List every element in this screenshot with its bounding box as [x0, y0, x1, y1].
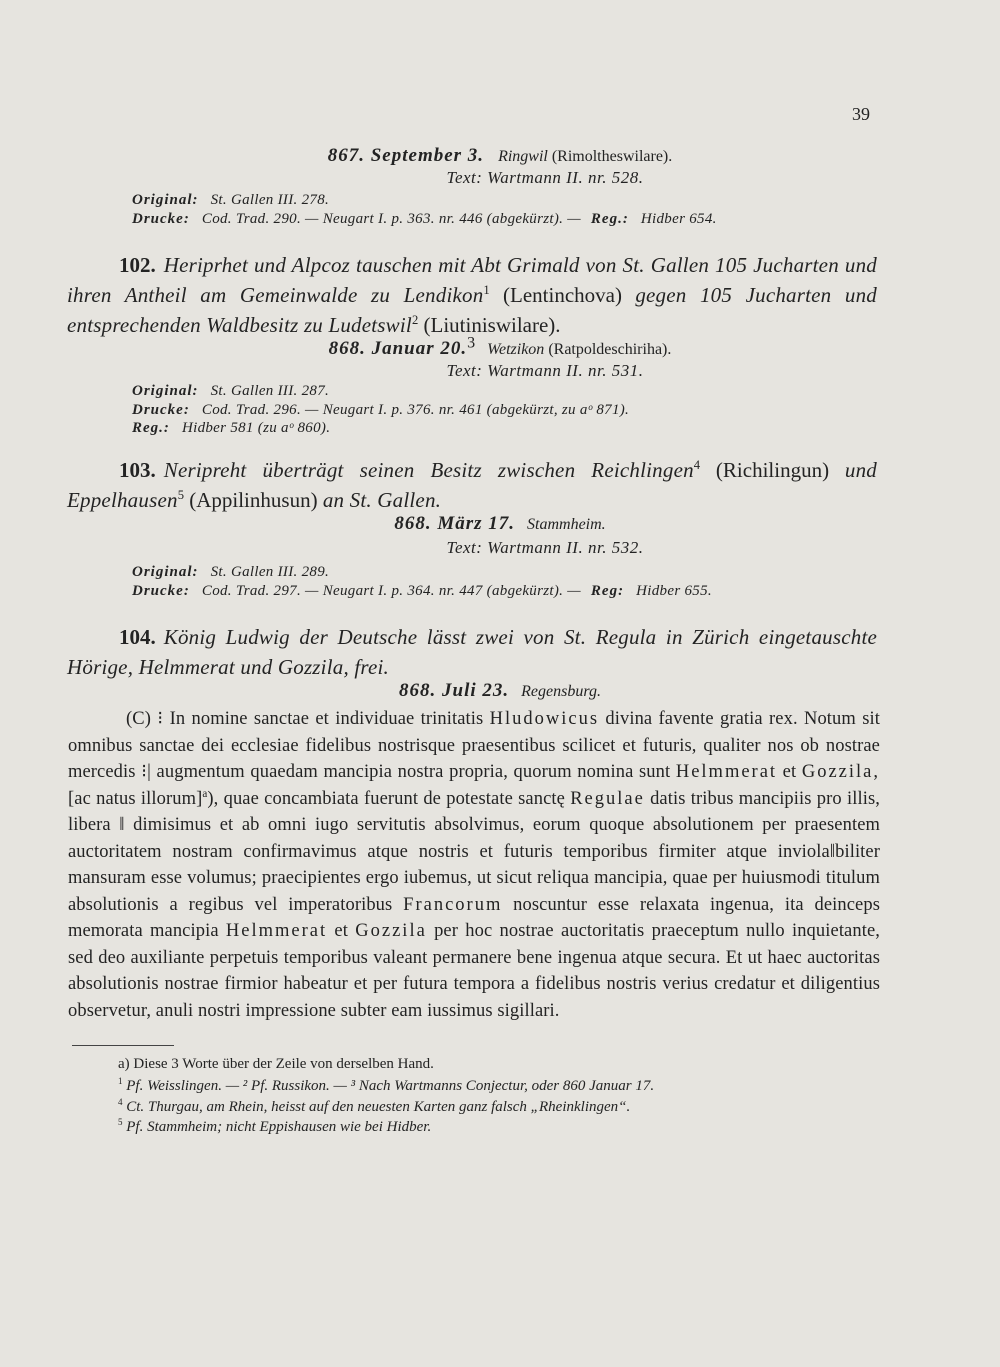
footnote-rule [72, 1045, 174, 1046]
drucke-ref: Cod. Trad. 297. — Neugart I. p. 364. nr. 447 (abgekürzt). — [201, 583, 581, 599]
reg-ref: Hidber 655. [636, 583, 712, 599]
entry-867-text-line [0, 168, 1000, 188]
doc-102-heading-a: Heriprhet und Alpcoz tauschen mit Abt Grimald von St. Gallen 105 Jucharten und ihren Antheil am Gemeinwalde zu Lendikon [67, 253, 877, 307]
body-name: Gozzila [355, 921, 427, 941]
doc-103-place: Stammheim. [527, 516, 606, 533]
reg-ref: Hidber 581 (zu aᵒ 860). [181, 420, 331, 436]
original-label: Original: [132, 383, 199, 399]
doc-103-heading-b: (Richilingun) [715, 458, 830, 482]
body-text: ), quae concambiata fuerunt de potestate sanctę [207, 788, 565, 809]
doc-103-heading [67, 455, 877, 515]
doc-102-text-line [0, 361, 1000, 381]
text-label: Text: [446, 361, 483, 380]
doc-104-dateline [0, 680, 1000, 702]
footnote-text: Pf. Stammheim; nicht Eppishausen wie bei Hidber. [126, 1119, 432, 1135]
doc-102-drucke [132, 402, 629, 419]
doc-104-body [68, 706, 880, 1024]
footnote-ref: 1 [483, 283, 490, 297]
footnote-ref: 3 [467, 334, 476, 352]
body-text: et [782, 762, 797, 782]
entry-867-place: Ringwil [498, 148, 548, 165]
body-name: Helmmerat [675, 762, 778, 782]
drucke-label: Drucke: [132, 583, 190, 599]
entry-867-original [132, 192, 329, 209]
doc-103-heading-e: an St. Gallen. [322, 488, 442, 512]
footnote-mark: 1 [118, 1076, 123, 1086]
drucke-label: Drucke: [132, 211, 190, 227]
reg-label: Reg.: [590, 211, 629, 227]
reg-ref: Hidber 654. [640, 211, 717, 227]
entry-867-dateline [0, 145, 1000, 167]
doc-102-place: Wetzikon [487, 341, 545, 358]
footnote-mark: a) [118, 1056, 130, 1072]
entry-867-text-label: Text: [446, 168, 483, 187]
footnote-ref: a [202, 787, 208, 800]
footnote-a [118, 1053, 434, 1075]
body-text: divina favente gratia rex. Notum sit omnibus sanctae dei ecclesiae fidelibus nostrisque praesentibus scilicet et futuris, qualiter nos ob nostrae mercedis ⁝| augmentum quaedam mancipia nostra propria, quorum nomina sunt [68, 709, 880, 782]
footnote-ref: 4 [693, 458, 701, 472]
doc-104-date: 868. Juli 23. [399, 680, 510, 701]
doc-103-drucke [132, 583, 712, 600]
entry-867-text-ref: Wartmann II. nr. 528. [487, 168, 644, 187]
doc-104-heading [67, 622, 877, 682]
body-text: per hoc nostrae auctoritatis praeceptum nullo inquietante, sed deo auxiliante perpetuis temporibus valeant permanere bene ingenua atque secura. Et ut haec auctoritas absolutionis nostrae firmior habeatur et per futura tempora a fidelibus nostris verius credatur et diligentius observetur, anuli nostri impressione subter eam iussimus sigillari. [68, 921, 880, 1021]
entry-867-date: 867. September 3. [327, 145, 485, 166]
original-ref: St. Gallen III. 287. [210, 383, 330, 399]
doc-104-number: 104. [119, 625, 156, 649]
footnote-mark: 4 [118, 1097, 123, 1107]
original-label: Original: [132, 564, 199, 580]
doc-102-reg [132, 420, 330, 437]
doc-103-original [132, 564, 329, 581]
doc-102-original [132, 383, 329, 400]
doc-103-text-line [0, 538, 1000, 558]
doc-104-heading-text: König Ludwig der Deutsche lässt zwei von St. Regula in Zürich eingetauschte Hörige, Helmmerat und Gozzila, frei. [67, 625, 877, 679]
doc-102-heading-c: gegen 105 Jucharten und entsprechenden Waldbesitz zu Ludetswil [67, 283, 877, 337]
doc-102-dateline [0, 334, 1000, 360]
doc-103-date: 868. März 17. [394, 513, 516, 534]
footnote-ref: 2 [411, 313, 419, 327]
footnote-text: Diese 3 Worte über der Zeile von derselben Hand. [133, 1056, 434, 1072]
original-ref: St. Gallen III. 289. [210, 564, 330, 580]
doc-104-place: Regensburg. [521, 683, 601, 700]
footnote-1 [118, 1075, 654, 1097]
body-text: noscuntur esse relaxata ingenua, ita deinceps memorata mancipia [68, 894, 880, 941]
body-name: Helmmerat [225, 921, 328, 941]
body-name: Francorum [403, 894, 503, 915]
text-label: Text: [446, 538, 483, 557]
doc-102-place-old: (Ratpoldeschiriha). [548, 341, 672, 358]
text-ref: Wartmann II. nr. 531. [487, 361, 644, 380]
original-label: Original: [132, 192, 199, 208]
footnote-4 [118, 1096, 630, 1118]
body-text: [ac natus illorum] [68, 788, 203, 809]
footnote-5 [118, 1116, 431, 1138]
doc-102-heading [67, 250, 877, 340]
entry-867-drucke [132, 211, 717, 228]
doc-103-dateline [0, 513, 1000, 535]
reg-label: Reg: [590, 583, 625, 599]
doc-102-heading-b: (Lentinchova) [503, 283, 622, 307]
doc-103-number: 103. [119, 458, 156, 482]
drucke-ref: Cod. Trad. 290. — Neugart I. p. 363. nr. 446 (abgekürzt). — [201, 211, 581, 227]
body-name: Gozzila, [801, 762, 880, 782]
body-name: Hludowicus [489, 709, 600, 729]
footnote-text: Ct. Thurgau, am Rhein, heisst auf den neuesten Karten ganz falsch „Rheinklingen“. [126, 1099, 631, 1115]
doc-102-date: 868. Januar 20. [328, 338, 468, 359]
drucke-ref: Cod. Trad. 296. — Neugart I. p. 376. nr. 461 (abgekürzt, zu aᵒ 871). [201, 402, 630, 418]
text-ref: Wartmann II. nr. 532. [487, 538, 644, 557]
body-text: (C) ⁝ In nomine sanctae et individuae trinitatis [126, 709, 484, 729]
doc-102-number: 102. [119, 253, 156, 277]
footnote-ref: 5 [177, 488, 184, 502]
entry-867-place-old: (Rimoltheswilare). [551, 148, 673, 165]
body-text: et [334, 921, 348, 941]
footnote-text: Pf. Weisslingen. — ² Pf. Russikon. — ³ Nach Wartmanns Conjectur, oder 860 Januar 17. [126, 1078, 655, 1094]
doc-103-heading-c: und Eppelhausen [67, 458, 878, 512]
doc-103-heading-d: (Appilinhusun) [189, 488, 318, 512]
reg-label: Reg.: [132, 420, 170, 436]
body-text: datis tribus mancipiis pro illis, libera ‖ dimisimus et ab omni iugo servitutis absolvimus, eorum quoque absolutionem per praesentem auctoritatem nostram confirmavimus atque nostris et futuris temporibus firmiter atque inviola‖biliter mansuram esse volumus; praecipientes ergo iubemus, ut sicut reliqua mancipia, quae per huiusmodi titulum absolutionis a regibus vel imperatoribus [68, 788, 880, 915]
doc-103-heading-a: Neripreht überträgt seinen Besitz zwischen Reichlingen [163, 458, 694, 482]
footnote-mark: 5 [118, 1117, 123, 1127]
page-number: 39 [852, 104, 870, 124]
doc-102-heading-d: (Liutiniswilare). [423, 313, 561, 337]
drucke-label: Drucke: [132, 402, 190, 418]
body-name: Regulae [570, 788, 645, 809]
original-ref: St. Gallen III. 278. [210, 192, 330, 208]
